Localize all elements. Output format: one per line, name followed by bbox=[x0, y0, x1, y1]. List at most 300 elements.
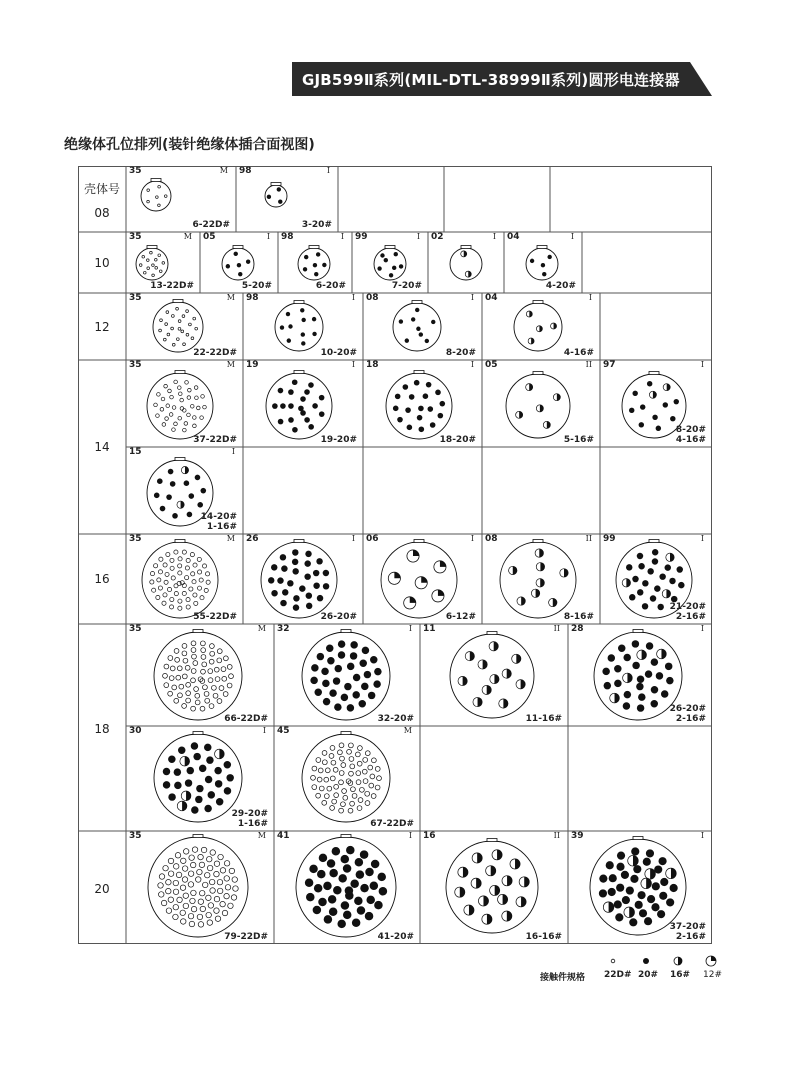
contact-cavity bbox=[646, 849, 654, 857]
contact-cavity bbox=[200, 488, 206, 494]
contact-cavity bbox=[196, 785, 203, 792]
keyway bbox=[151, 179, 161, 182]
layout-number: 98 bbox=[239, 166, 252, 176]
contact-cavity bbox=[306, 893, 315, 902]
contact-cavity bbox=[629, 408, 634, 413]
contact-cavity bbox=[187, 767, 194, 774]
contact-cavity bbox=[663, 402, 668, 407]
insert-arrangement-diagram bbox=[274, 831, 420, 944]
contact-count-label: 13-22D# bbox=[150, 281, 194, 291]
layout-number: 19 bbox=[246, 360, 259, 370]
contact-cavity bbox=[309, 865, 318, 874]
contact-cavity bbox=[670, 416, 675, 421]
service-class: I bbox=[570, 232, 574, 241]
keyway bbox=[193, 835, 203, 838]
layout-cell bbox=[243, 360, 363, 447]
contact-cavity bbox=[187, 512, 193, 518]
contact-cavity bbox=[306, 603, 312, 609]
contact-cavity bbox=[197, 502, 203, 508]
shell-size-label: 20 bbox=[94, 882, 110, 896]
contact-cavity bbox=[157, 478, 163, 484]
contact-count-label: 7-20# bbox=[391, 281, 422, 291]
contact-cavity bbox=[502, 911, 512, 921]
service-class: I bbox=[588, 293, 592, 302]
contact-cavity bbox=[632, 576, 638, 582]
contact-cavity bbox=[384, 258, 388, 262]
contact-cavity bbox=[526, 311, 532, 317]
contact-cavity bbox=[530, 259, 534, 263]
contact-cavity bbox=[305, 551, 311, 557]
contact-cavity bbox=[465, 271, 471, 277]
contact-cavity bbox=[354, 897, 363, 906]
contact-cavity bbox=[678, 582, 684, 588]
contact-cavity bbox=[313, 906, 322, 915]
shell-size-label: 18 bbox=[94, 722, 110, 736]
contact-cavity bbox=[377, 266, 381, 270]
contact-cavity bbox=[478, 896, 488, 906]
contact-cavity bbox=[355, 858, 364, 867]
keyway bbox=[633, 837, 643, 840]
layout-number: 04 bbox=[507, 232, 520, 242]
contact-cavity bbox=[628, 855, 639, 866]
layout-number: 97 bbox=[603, 360, 616, 370]
insert-arrangement-diagram bbox=[243, 360, 363, 447]
service-class: II bbox=[553, 624, 560, 633]
contact-cavity bbox=[181, 791, 191, 801]
contact-cavity bbox=[659, 892, 667, 900]
service-class: I bbox=[351, 360, 355, 369]
contact-cavity bbox=[317, 653, 324, 660]
contact-cavity bbox=[662, 590, 670, 598]
contact-cavity bbox=[482, 914, 492, 924]
contact-cavity bbox=[224, 787, 231, 794]
contact-count-label: 2-16# bbox=[675, 932, 706, 942]
service-class: II bbox=[585, 534, 592, 543]
keyway bbox=[341, 732, 351, 735]
contact-cavity bbox=[639, 422, 644, 427]
contact-cavity bbox=[163, 781, 170, 788]
contact-cavity bbox=[314, 689, 321, 696]
contact-cavity bbox=[430, 422, 436, 428]
contact-cavity bbox=[599, 889, 607, 897]
contact-cavity bbox=[661, 690, 668, 697]
contact-cavity bbox=[280, 600, 286, 606]
contact-cavity bbox=[312, 332, 316, 336]
layout-cell bbox=[504, 232, 582, 293]
contact-cavity bbox=[399, 264, 403, 268]
insert-arrangement-diagram bbox=[420, 831, 568, 944]
contact-cavity bbox=[623, 654, 630, 661]
service-class: I bbox=[326, 166, 330, 175]
contact-cavity bbox=[536, 405, 543, 412]
contact-count-label: 8-20# bbox=[445, 348, 476, 358]
service-class: I bbox=[408, 624, 412, 633]
contact-cavity bbox=[517, 597, 525, 605]
contact-cavity bbox=[516, 411, 523, 418]
keyway bbox=[533, 372, 543, 375]
contact-cavity bbox=[195, 475, 201, 481]
contact-count-label: 8-20# bbox=[675, 425, 706, 435]
contact-cavity bbox=[434, 561, 446, 573]
contact-cavity bbox=[316, 252, 320, 256]
contact-cavity bbox=[374, 668, 381, 675]
layout-number: 15 bbox=[129, 447, 142, 457]
contact-cavity bbox=[637, 589, 643, 595]
keyway bbox=[487, 839, 497, 842]
layout-number: 08 bbox=[366, 293, 379, 303]
contact-cavity bbox=[641, 878, 652, 889]
contact-cavity bbox=[180, 756, 190, 766]
contact-cavity bbox=[178, 746, 185, 753]
keyway bbox=[649, 540, 659, 543]
insert-arrangement-diagram bbox=[126, 534, 243, 624]
contact-cavity bbox=[377, 873, 386, 882]
insert-arrangement-diagram bbox=[482, 360, 600, 447]
contact-cavity bbox=[626, 564, 632, 570]
contact-cavity bbox=[317, 595, 323, 601]
contact-cavity bbox=[623, 673, 633, 683]
keyway bbox=[414, 371, 424, 374]
contact-cavity bbox=[388, 572, 400, 584]
contact-count-label: 3-20# bbox=[301, 220, 332, 230]
contact-cavity bbox=[300, 396, 306, 402]
keyway bbox=[412, 301, 422, 304]
insert-outline bbox=[302, 632, 390, 720]
insert-arrangement-diagram bbox=[363, 534, 482, 624]
contact-cavity bbox=[267, 195, 271, 199]
contact-cavity bbox=[418, 406, 424, 412]
contact-cavity bbox=[652, 415, 657, 420]
contact-cavity bbox=[482, 685, 491, 694]
contact-cavity bbox=[322, 263, 326, 267]
contact-cavity bbox=[293, 604, 299, 610]
contact-cavity bbox=[535, 549, 543, 557]
contact-cavity bbox=[301, 332, 305, 336]
contact-cavity bbox=[280, 554, 286, 560]
contact-cavity bbox=[663, 384, 670, 391]
layout-number: 32 bbox=[277, 624, 290, 634]
contact-count-label: 26-20# bbox=[320, 612, 357, 622]
layout-number: 18 bbox=[366, 360, 379, 370]
contact-cavity bbox=[614, 665, 621, 672]
legend-symbols bbox=[608, 954, 720, 968]
contact-count-label: 29-20# bbox=[231, 809, 268, 819]
contact-cavity bbox=[319, 411, 325, 417]
insert-outline bbox=[296, 837, 396, 937]
contact-cavity bbox=[346, 846, 355, 855]
contact-cavity bbox=[168, 469, 174, 475]
insert-arrangement-diagram bbox=[428, 232, 504, 293]
service-class: M bbox=[183, 232, 192, 241]
contact-count-label: 2-16# bbox=[675, 612, 706, 622]
contact-count-label: 66-22D# bbox=[224, 714, 268, 724]
contact-cavity bbox=[350, 879, 359, 888]
service-class: I bbox=[700, 360, 704, 369]
contact-cavity bbox=[652, 882, 660, 890]
layout-number: 35 bbox=[129, 293, 142, 303]
contact-cavity bbox=[407, 425, 413, 431]
layout-number: 98 bbox=[246, 293, 259, 303]
contact-cavity bbox=[288, 403, 294, 409]
layout-cell bbox=[568, 831, 712, 944]
contact-cavity bbox=[478, 660, 487, 669]
contact-cavity bbox=[599, 875, 607, 883]
contact-cavity bbox=[286, 312, 290, 316]
contact-cavity bbox=[184, 480, 190, 486]
contact-count-label: 18-20# bbox=[439, 435, 476, 445]
contact-cavity bbox=[317, 870, 326, 879]
contact-cavity bbox=[610, 693, 620, 703]
contact-cavity bbox=[323, 570, 329, 576]
contact-cavity bbox=[177, 801, 187, 811]
contact-cavity bbox=[608, 654, 615, 661]
contact-cavity bbox=[271, 564, 277, 570]
layout-number: 35 bbox=[129, 232, 142, 242]
contact-cavity bbox=[536, 579, 544, 587]
layout-cell bbox=[126, 293, 243, 360]
keyway bbox=[175, 540, 185, 543]
layout-number: 39 bbox=[571, 831, 584, 841]
contact-count-label: 37-20# bbox=[669, 922, 706, 932]
layout-cell bbox=[363, 293, 482, 360]
contact-cavity bbox=[425, 339, 429, 343]
keyway bbox=[487, 632, 497, 635]
contact-cavity bbox=[214, 767, 221, 774]
contact-cavity bbox=[374, 901, 383, 910]
contact-cavity bbox=[415, 308, 419, 312]
contact-cavity bbox=[168, 793, 175, 800]
contact-cavity bbox=[490, 885, 500, 895]
contact-cavity bbox=[280, 403, 286, 409]
contact-cavity bbox=[313, 570, 319, 576]
contact-cavity bbox=[328, 895, 337, 904]
shell-header: 壳体号 bbox=[83, 182, 120, 196]
contact-cavity bbox=[435, 390, 441, 396]
contact-cavity bbox=[458, 676, 467, 685]
contact-cavity bbox=[205, 776, 212, 783]
contact-cavity bbox=[238, 272, 242, 276]
contact-cavity bbox=[360, 850, 369, 859]
insert-arrangement-diagram bbox=[274, 624, 420, 726]
contact-cavity bbox=[629, 918, 637, 926]
service-class: M bbox=[257, 624, 266, 633]
contact-count-label: 4-16# bbox=[675, 435, 706, 445]
contact-cavity bbox=[288, 324, 292, 328]
contact-cavity bbox=[338, 874, 347, 883]
contact-cavity bbox=[361, 683, 368, 690]
contact-cavity bbox=[301, 318, 305, 322]
layout-cell bbox=[363, 534, 482, 624]
contact-cavity bbox=[193, 753, 200, 760]
contact-cavity bbox=[638, 563, 644, 569]
contact-cavity bbox=[427, 406, 433, 412]
layout-number: 05 bbox=[203, 232, 216, 242]
contact-cavity bbox=[536, 326, 542, 332]
service-class: I bbox=[470, 360, 474, 369]
contact-cavity bbox=[510, 859, 520, 869]
legend-item-20: 20# bbox=[638, 970, 659, 980]
layout-cell bbox=[482, 360, 600, 447]
contact-cavity bbox=[609, 874, 617, 882]
contact-cavity bbox=[526, 384, 533, 391]
contact-cavity bbox=[304, 560, 310, 566]
contact-cavity bbox=[618, 644, 625, 651]
contact-cavity bbox=[489, 642, 498, 651]
contact-cavity bbox=[359, 700, 366, 707]
contact-cavity bbox=[287, 580, 293, 586]
service-class: I bbox=[262, 726, 266, 735]
contact-cavity bbox=[327, 657, 334, 664]
service-class: I bbox=[700, 534, 704, 543]
contact-cavity bbox=[292, 379, 298, 385]
shell-size-label: 10 bbox=[94, 256, 110, 270]
contact-cavity bbox=[657, 604, 663, 610]
contact-cavity bbox=[324, 915, 333, 924]
service-class: I bbox=[266, 232, 270, 241]
service-class: II bbox=[553, 831, 560, 840]
insert-arrangement-diagram bbox=[243, 534, 363, 624]
legend-title: 接触件规格 bbox=[540, 973, 586, 983]
contact-cavity bbox=[356, 870, 365, 879]
contact-cavity bbox=[646, 642, 653, 649]
contact-count-label: 79-22D# bbox=[224, 932, 268, 942]
layout-cell bbox=[274, 726, 420, 831]
contact-cavity bbox=[426, 382, 432, 388]
contact-cavity bbox=[288, 417, 294, 423]
contact-cavity bbox=[617, 852, 625, 860]
contact-cavity bbox=[608, 888, 616, 896]
contact-cavity bbox=[282, 589, 288, 595]
layout-cell bbox=[126, 726, 274, 831]
contact-cavity bbox=[624, 907, 635, 918]
contact-cavity bbox=[226, 264, 230, 268]
layout-cell bbox=[363, 360, 482, 447]
keyway bbox=[233, 246, 243, 249]
contact-cavity bbox=[393, 406, 399, 412]
contact-cavity bbox=[292, 568, 298, 574]
contact-cavity bbox=[621, 871, 629, 879]
contact-cavity bbox=[651, 903, 659, 911]
contact-cavity bbox=[181, 467, 188, 474]
contact-cavity bbox=[602, 668, 609, 675]
service-class: I bbox=[416, 232, 420, 241]
contact-cavity bbox=[640, 404, 645, 409]
layout-cell bbox=[243, 534, 363, 624]
contact-cavity bbox=[278, 388, 284, 394]
contact-cavity bbox=[404, 597, 416, 609]
contact-cavity bbox=[407, 550, 419, 562]
contact-count-label: 21-20# bbox=[669, 602, 706, 612]
contact-cavity bbox=[215, 780, 222, 787]
contact-cavity bbox=[636, 683, 643, 690]
contact-cavity bbox=[246, 260, 250, 264]
legend-item-22d: 22D# bbox=[604, 970, 632, 980]
contact-cavity bbox=[411, 317, 415, 321]
contact-cavity bbox=[313, 263, 317, 267]
contact-cavity bbox=[332, 847, 341, 856]
contact-cavity bbox=[278, 419, 284, 425]
contact-cavity bbox=[397, 417, 403, 423]
contact-cavity bbox=[303, 267, 307, 271]
contact-cavity bbox=[499, 699, 508, 708]
contact-cavity bbox=[304, 417, 310, 423]
contact-cavity bbox=[657, 649, 667, 659]
keyway bbox=[173, 300, 183, 303]
layout-number: 26 bbox=[246, 534, 259, 544]
keyway bbox=[193, 732, 203, 735]
layout-number: 06 bbox=[366, 534, 379, 544]
insert-arrangement-diagram bbox=[482, 534, 600, 624]
contact-cavity bbox=[509, 566, 517, 574]
contact-cavity bbox=[632, 391, 637, 396]
layout-number: 08 bbox=[485, 534, 498, 544]
contact-cavity bbox=[327, 859, 336, 868]
contact-cavity bbox=[677, 566, 683, 572]
contact-cavity bbox=[639, 909, 647, 917]
contact-cavity bbox=[323, 583, 329, 589]
contact-cavity bbox=[314, 884, 323, 893]
contact-cavity bbox=[657, 910, 665, 918]
contact-cavity bbox=[531, 589, 539, 597]
service-class: I bbox=[351, 534, 355, 543]
layout-number: 02 bbox=[431, 232, 444, 242]
contact-cavity bbox=[659, 857, 667, 865]
contact-cavity bbox=[353, 674, 360, 681]
contact-cavity bbox=[665, 564, 671, 570]
keyway bbox=[175, 371, 185, 374]
contact-legend bbox=[540, 954, 720, 984]
service-class: I bbox=[408, 831, 412, 840]
contact-cavity bbox=[333, 886, 342, 895]
contact-cavity bbox=[335, 665, 342, 672]
contact-count-label: 1-16# bbox=[237, 819, 268, 829]
contact-cavity bbox=[439, 401, 445, 407]
contact-cavity bbox=[362, 647, 369, 654]
keyway bbox=[537, 246, 547, 249]
contact-cavity bbox=[651, 686, 658, 693]
contact-cavity bbox=[216, 798, 223, 805]
contact-cavity bbox=[370, 882, 379, 891]
contact-cavity bbox=[379, 887, 388, 896]
contact-cavity bbox=[199, 765, 206, 772]
contact-cavity bbox=[649, 391, 656, 398]
contact-cavity bbox=[154, 493, 160, 499]
keyway bbox=[294, 301, 304, 304]
service-class: M bbox=[226, 293, 235, 302]
contact-cavity bbox=[638, 693, 645, 700]
contact-cavity bbox=[512, 654, 521, 663]
contact-cavity bbox=[329, 869, 338, 878]
service-class: M bbox=[219, 166, 228, 175]
contact-count-label: 16-16# bbox=[525, 932, 562, 942]
contact-cavity bbox=[666, 868, 677, 879]
contact-cavity bbox=[645, 670, 652, 677]
contact-cavity bbox=[343, 864, 352, 873]
layout-number: 99 bbox=[355, 232, 368, 242]
contact-cavity bbox=[185, 779, 192, 786]
contact-cavity bbox=[635, 901, 643, 909]
contact-cavity bbox=[208, 791, 215, 798]
contact-cavity bbox=[341, 855, 350, 864]
contact-cavity bbox=[343, 911, 352, 920]
contact-cavity bbox=[490, 674, 499, 683]
contact-cavity bbox=[389, 273, 393, 277]
contact-cavity bbox=[461, 251, 467, 257]
contact-cavity bbox=[633, 865, 641, 873]
contact-cavity bbox=[310, 677, 317, 684]
contact-cavity bbox=[498, 894, 508, 904]
contact-cavity bbox=[299, 585, 305, 591]
